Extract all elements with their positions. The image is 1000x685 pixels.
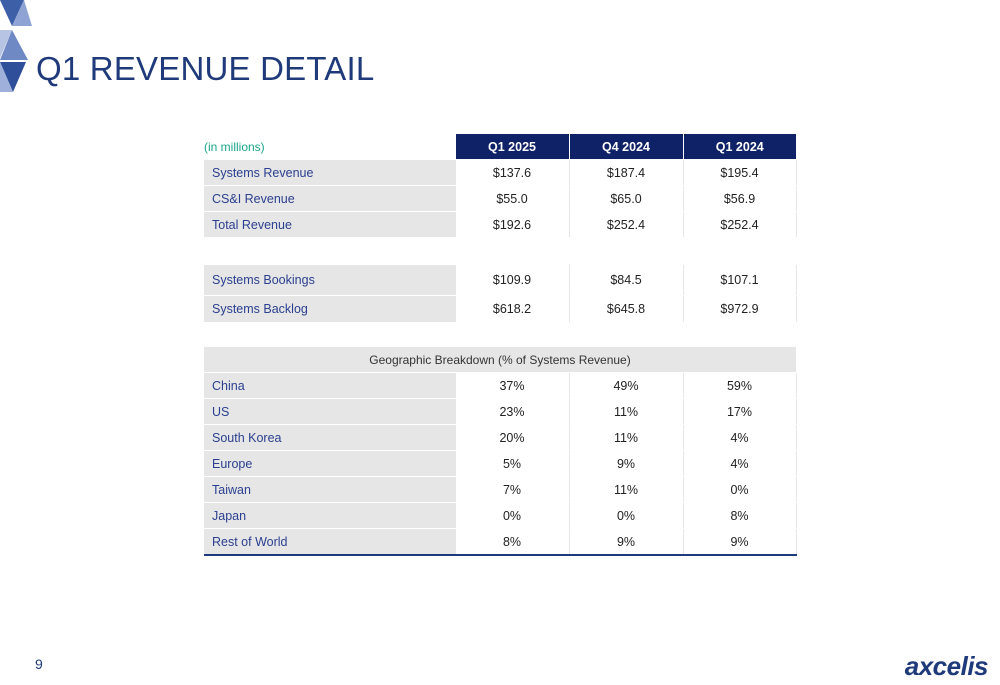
cell-value: 0% bbox=[569, 503, 683, 529]
cell-value: $192.6 bbox=[455, 212, 569, 238]
table-row bbox=[204, 160, 796, 186]
cell-value: 23% bbox=[455, 399, 569, 425]
row-label: South Korea bbox=[204, 425, 455, 451]
cell-value: $252.4 bbox=[569, 212, 683, 238]
row-label: China bbox=[204, 373, 455, 399]
row-label: Total Revenue bbox=[204, 212, 455, 238]
revenue-table-header-row bbox=[204, 134, 796, 160]
cell-value: $137.6 bbox=[455, 160, 569, 186]
cell-value: 0% bbox=[455, 503, 569, 529]
cell-value: $65.0 bbox=[569, 186, 683, 212]
cell-value: 9% bbox=[569, 451, 683, 477]
cell-value: 4% bbox=[683, 425, 796, 451]
table-row bbox=[204, 186, 796, 212]
cell-value: $56.9 bbox=[683, 186, 796, 212]
cell-value: 49% bbox=[569, 373, 683, 399]
cell-value: 5% bbox=[455, 451, 569, 477]
unit-label: (in millions) bbox=[204, 134, 455, 160]
row-label: US bbox=[204, 399, 455, 425]
cell-value: $109.9 bbox=[455, 265, 569, 296]
column-header: Q1 2024 bbox=[683, 134, 796, 160]
cell-value: 0% bbox=[683, 477, 796, 503]
table-row bbox=[204, 373, 796, 399]
bookings-table bbox=[204, 265, 797, 323]
geographic-breakdown-table bbox=[204, 347, 797, 556]
table-row bbox=[204, 296, 796, 323]
cell-value: $55.0 bbox=[455, 186, 569, 212]
cell-value: $618.2 bbox=[455, 296, 569, 323]
cell-value: $195.4 bbox=[683, 160, 796, 186]
row-label: Rest of World bbox=[204, 529, 455, 556]
cell-value: $972.9 bbox=[683, 296, 796, 323]
row-label: Taiwan bbox=[204, 477, 455, 503]
table-row bbox=[204, 503, 796, 529]
row-label: Systems Backlog bbox=[204, 296, 455, 323]
revenue-table bbox=[204, 134, 797, 238]
column-header: Q1 2025 bbox=[455, 134, 569, 160]
column-header: Q4 2024 bbox=[569, 134, 683, 160]
row-label: Europe bbox=[204, 451, 455, 477]
cell-value: $84.5 bbox=[569, 265, 683, 296]
cell-value: 4% bbox=[683, 451, 796, 477]
cell-value: 11% bbox=[569, 477, 683, 503]
cell-value: 8% bbox=[683, 503, 796, 529]
table-row bbox=[204, 425, 796, 451]
table-row bbox=[204, 399, 796, 425]
cell-value: $187.4 bbox=[569, 160, 683, 186]
table-row bbox=[204, 451, 796, 477]
cell-value: 8% bbox=[455, 529, 569, 556]
cell-value: 37% bbox=[455, 373, 569, 399]
cell-value: 17% bbox=[683, 399, 796, 425]
row-label: Japan bbox=[204, 503, 455, 529]
geo-table-header: Geographic Breakdown (% of Systems Revenue) bbox=[204, 347, 796, 373]
cell-value: 20% bbox=[455, 425, 569, 451]
cell-value: 9% bbox=[569, 529, 683, 556]
corner-triangles-decoration bbox=[0, 0, 32, 92]
table-row bbox=[204, 477, 796, 503]
row-label: Systems Revenue bbox=[204, 160, 455, 186]
cell-value: $107.1 bbox=[683, 265, 796, 296]
row-label: CS&I Revenue bbox=[204, 186, 455, 212]
cell-value: 11% bbox=[569, 425, 683, 451]
geo-header-row bbox=[204, 347, 796, 373]
table-row bbox=[204, 212, 796, 238]
cell-value: 7% bbox=[455, 477, 569, 503]
cell-value: $252.4 bbox=[683, 212, 796, 238]
page-number: 9 bbox=[35, 656, 43, 672]
cell-value: 9% bbox=[683, 529, 796, 556]
table-row bbox=[204, 529, 796, 556]
cell-value: 11% bbox=[569, 399, 683, 425]
slide-title: Q1 REVENUE DETAIL bbox=[36, 50, 375, 87]
row-label: Systems Bookings bbox=[204, 265, 455, 296]
cell-value: $645.8 bbox=[569, 296, 683, 323]
cell-value: 59% bbox=[683, 373, 796, 399]
axcelis-logo: axcelis bbox=[904, 651, 988, 681]
table-row bbox=[204, 265, 796, 296]
